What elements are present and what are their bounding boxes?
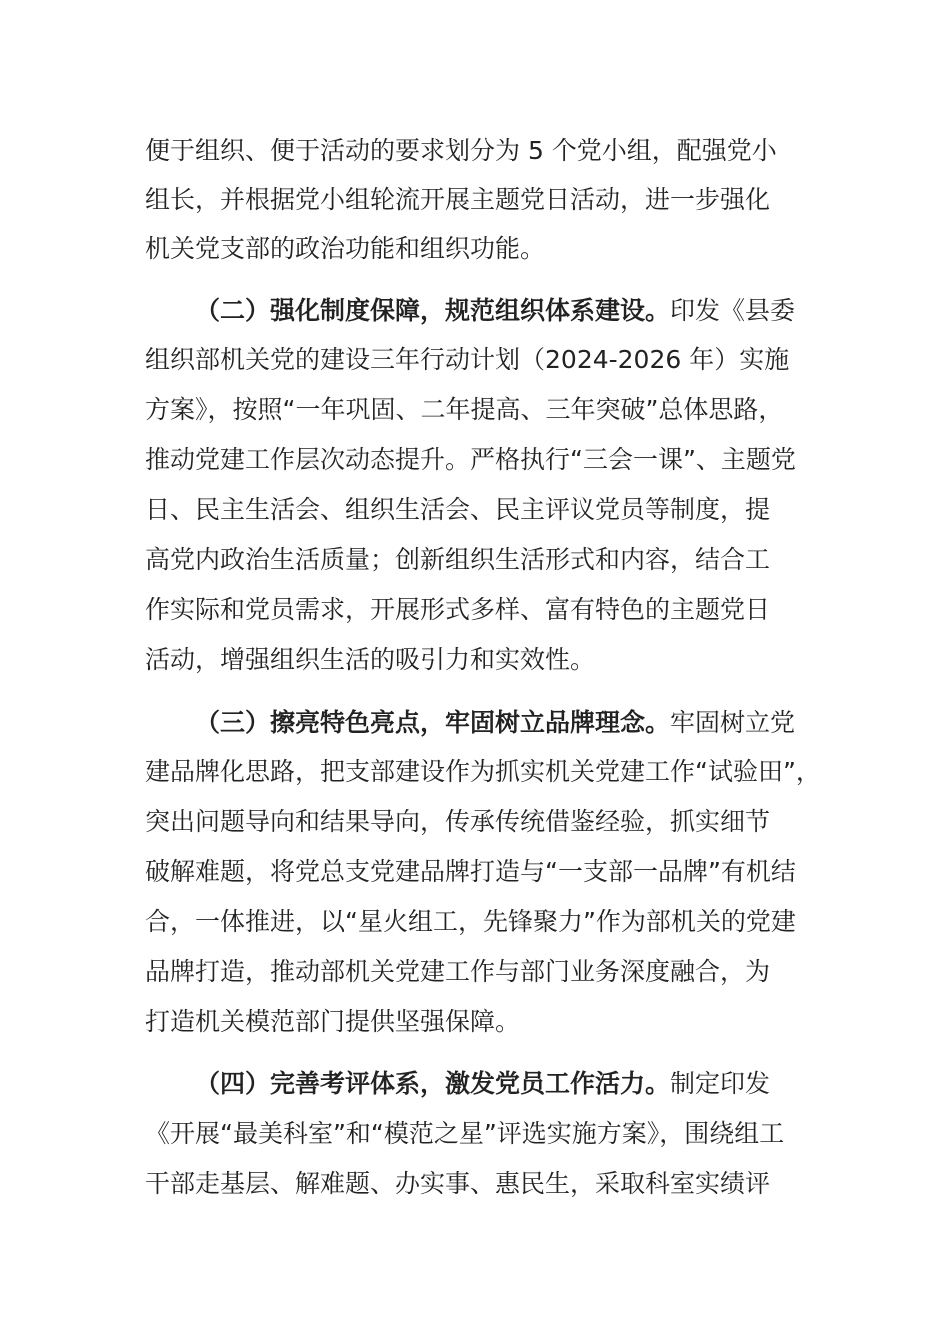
paragraph-3-heading: （三）擦亮特色亮点，牢固树立品牌理念。 xyxy=(195,708,671,737)
paragraph-2-line-6: 高党内政治生活质量；创新组织生活形式和内容，结合工 xyxy=(145,545,771,574)
paragraph-4-line-1: 制定印发 xyxy=(670,1069,771,1098)
paragraph-4-line-2: 《开展“最美科室”和“模范之星”评选实施方案》，围绕组工 xyxy=(145,1119,785,1148)
paragraph-4-heading: （四）完善考评体系，激发党员工作活力。 xyxy=(195,1069,671,1098)
paragraph-2-line-5: 日、民主生活会、组织生活会、民主评议党员等制度，提 xyxy=(145,495,771,524)
paragraph-1-line-3: 机关党支部的政治功能和组织功能。 xyxy=(145,234,546,263)
paragraph-2-line-3: 方案》，按照“一年巩固、二年提高、三年突破”总体思路， xyxy=(145,395,784,424)
paragraph-2-first-line xyxy=(195,293,795,329)
paragraph-2-line-2: 组织部机关党的建设三年行动计划（2024-2026 年）实施 xyxy=(145,345,790,374)
paragraph-1-line-2: 组长，并根据党小组轮流开展主题党日活动，进一步强化 xyxy=(145,185,771,214)
paragraph-2-line-8: 活动，增强组织生活的吸引力和实效性。 xyxy=(145,645,596,674)
paragraph-3-line-3: 突出问题导向和结果导向，传承传统借鉴经验，抓实细节 xyxy=(145,807,771,836)
paragraph-2-line-4: 推动党建工作层次动态提升。严格执行“三会一课”、主题党 xyxy=(145,445,796,474)
paragraph-1-line-1: 便于组织、便于活动的要求划分为 5 个党小组，配强党小 xyxy=(145,136,777,165)
paragraph-3-line-7: 打造机关模范部门提供坚强保障。 xyxy=(145,1007,521,1036)
paragraph-3-line-2: 建品牌化思路，把支部建设作为抓实机关党建工作“试验田”， xyxy=(145,757,821,786)
paragraph-4-first-line xyxy=(195,1066,770,1102)
paragraph-2-heading: （二）强化制度保障，规范组织体系建设。 xyxy=(195,296,671,325)
paragraph-4-line-3: 干部走基层、解难题、办实事、惠民生，采取科室实绩评 xyxy=(145,1169,771,1198)
paragraph-2-line-7: 作实际和党员需求，开展形式多样、富有特色的主题党日 xyxy=(145,595,771,624)
paragraph-3-line-6: 品牌打造，推动部机关党建工作与部门业务深度融合，为 xyxy=(145,957,771,986)
paragraph-3-line-4: 破解难题，将党总支党建品牌打造与“一支部一品牌”有机结 xyxy=(145,857,796,886)
paragraph-2-line-1: 印发《县委 xyxy=(670,296,796,325)
paragraph-3-line-5: 合，一体推进，以“星火组工，先锋聚力”作为部机关的党建 xyxy=(145,907,796,936)
paragraph-3-line-1: 牢固树立党 xyxy=(670,708,796,737)
paragraph-3-first-line xyxy=(195,705,795,741)
